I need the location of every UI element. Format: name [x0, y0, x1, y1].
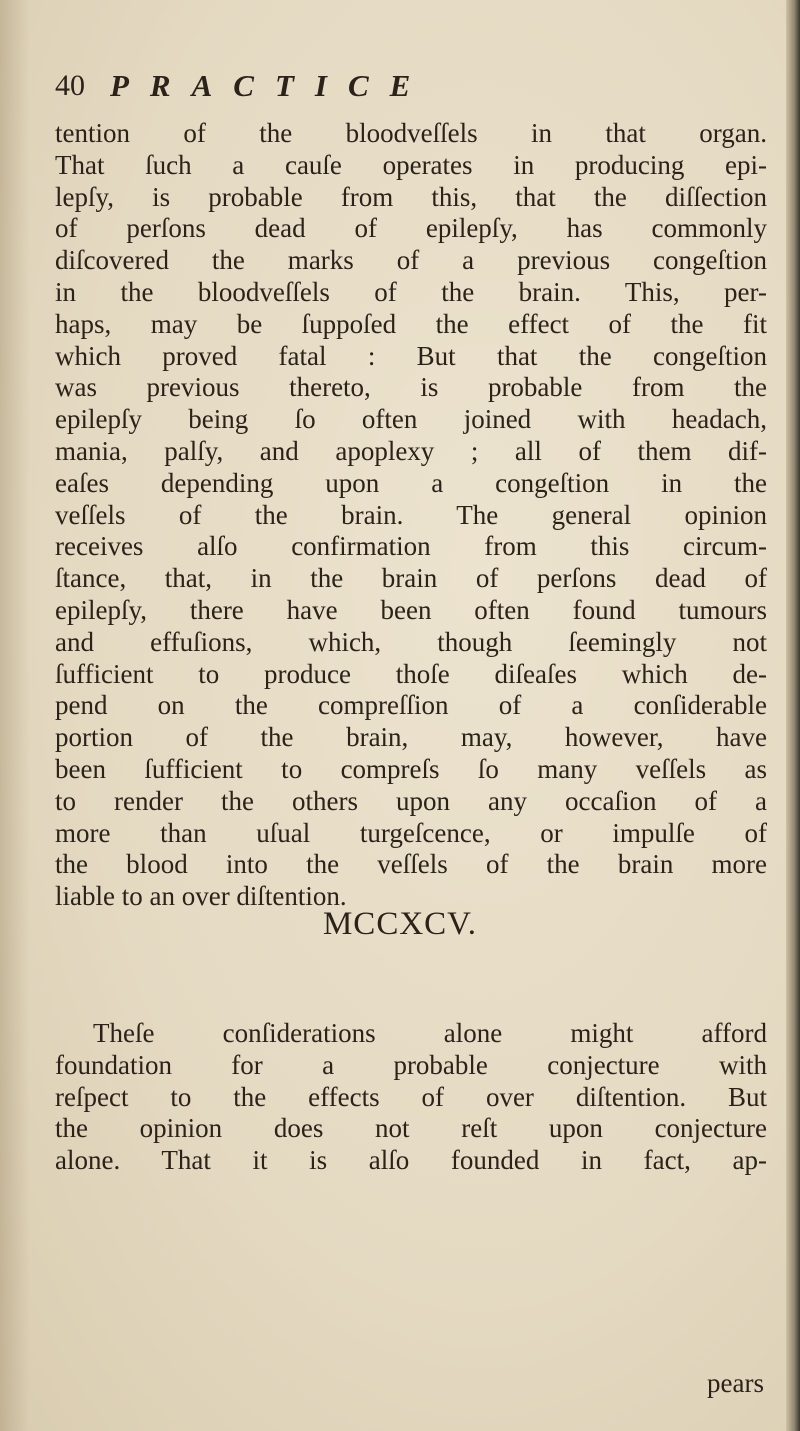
- binding-gutter: [786, 0, 800, 1431]
- text-line: to render the others upon any occaſion of a: [55, 785, 767, 816]
- text-line: receives alſo confirmation from this circum-: [55, 531, 767, 562]
- section-number: MCCXCV.: [322, 906, 478, 942]
- text-line: portion of the brain, may, however, have: [55, 722, 767, 753]
- text-line: of perſons dead of epilepſy, has commonly: [55, 213, 767, 244]
- paragraph-2: [55, 1018, 767, 1177]
- text-line: pend on the compreſſion of a conſiderable: [55, 690, 767, 721]
- text-line: reſpect to the effects of over diſtention. But: [55, 1081, 767, 1112]
- text-line: ſtance, that, in the brain of perſons dead of: [55, 563, 767, 594]
- text-line: lepſy, is probable from this, that the diſſection: [55, 181, 767, 212]
- text-line: alone. That it is alſo founded in fact, ap-: [55, 1145, 767, 1176]
- page-header: [55, 62, 755, 110]
- text-line: epilepſy being ſo often joined with headach,: [55, 404, 767, 435]
- text-line: haps, may be ſuppoſed the effect of the fit: [55, 308, 767, 339]
- text-line: in the bloodveſſels of the brain. This, per-: [55, 276, 767, 307]
- page-number: 40: [55, 69, 85, 102]
- text-line: been ſufficient to compreſs ſo many veſſels as: [55, 753, 767, 784]
- text-line: eaſes depending upon a congeſtion in the: [55, 467, 767, 498]
- text-line: liable to an over diſtention.: [55, 881, 347, 912]
- text-line: That ſuch a cauſe operates in producing epi-: [55, 149, 767, 180]
- paragraph-1: [55, 118, 767, 913]
- text-line: the opinion does not reſt upon conjecture: [55, 1113, 767, 1144]
- text-line: veſſels of the brain. The general opinion: [55, 499, 767, 530]
- text-line: and effuſions, which, though ſeemingly not: [55, 626, 767, 657]
- text-line: mania, palſy, and apoplexy ; all of them dif-: [55, 435, 767, 466]
- text-line: foundation for a probable conjecture with: [55, 1049, 767, 1080]
- page-edge-shadow: [0, 0, 30, 1431]
- text-line: tention of the bloodveſſels in that organ.: [55, 118, 767, 148]
- text-line: the blood into the veſſels of the brain more: [55, 849, 767, 880]
- text-line: which proved fatal : But that the congeſtion: [55, 340, 767, 371]
- text-line: Theſe conſiderations alone might afford: [93, 1018, 767, 1048]
- text-line: more than uſual turgeſcence, or impulſe of: [55, 817, 767, 848]
- text-line: epilepſy, there have been often found tumours: [55, 594, 767, 625]
- catchword: pears: [707, 1368, 764, 1398]
- text-line: ſufficient to produce thoſe diſeaſes which de-: [55, 658, 767, 689]
- running-title: PRACTICE: [110, 68, 432, 103]
- text-line: diſcovered the marks of a previous congeſtion: [55, 245, 767, 276]
- text-line: was previous thereto, is probable from the: [55, 372, 767, 403]
